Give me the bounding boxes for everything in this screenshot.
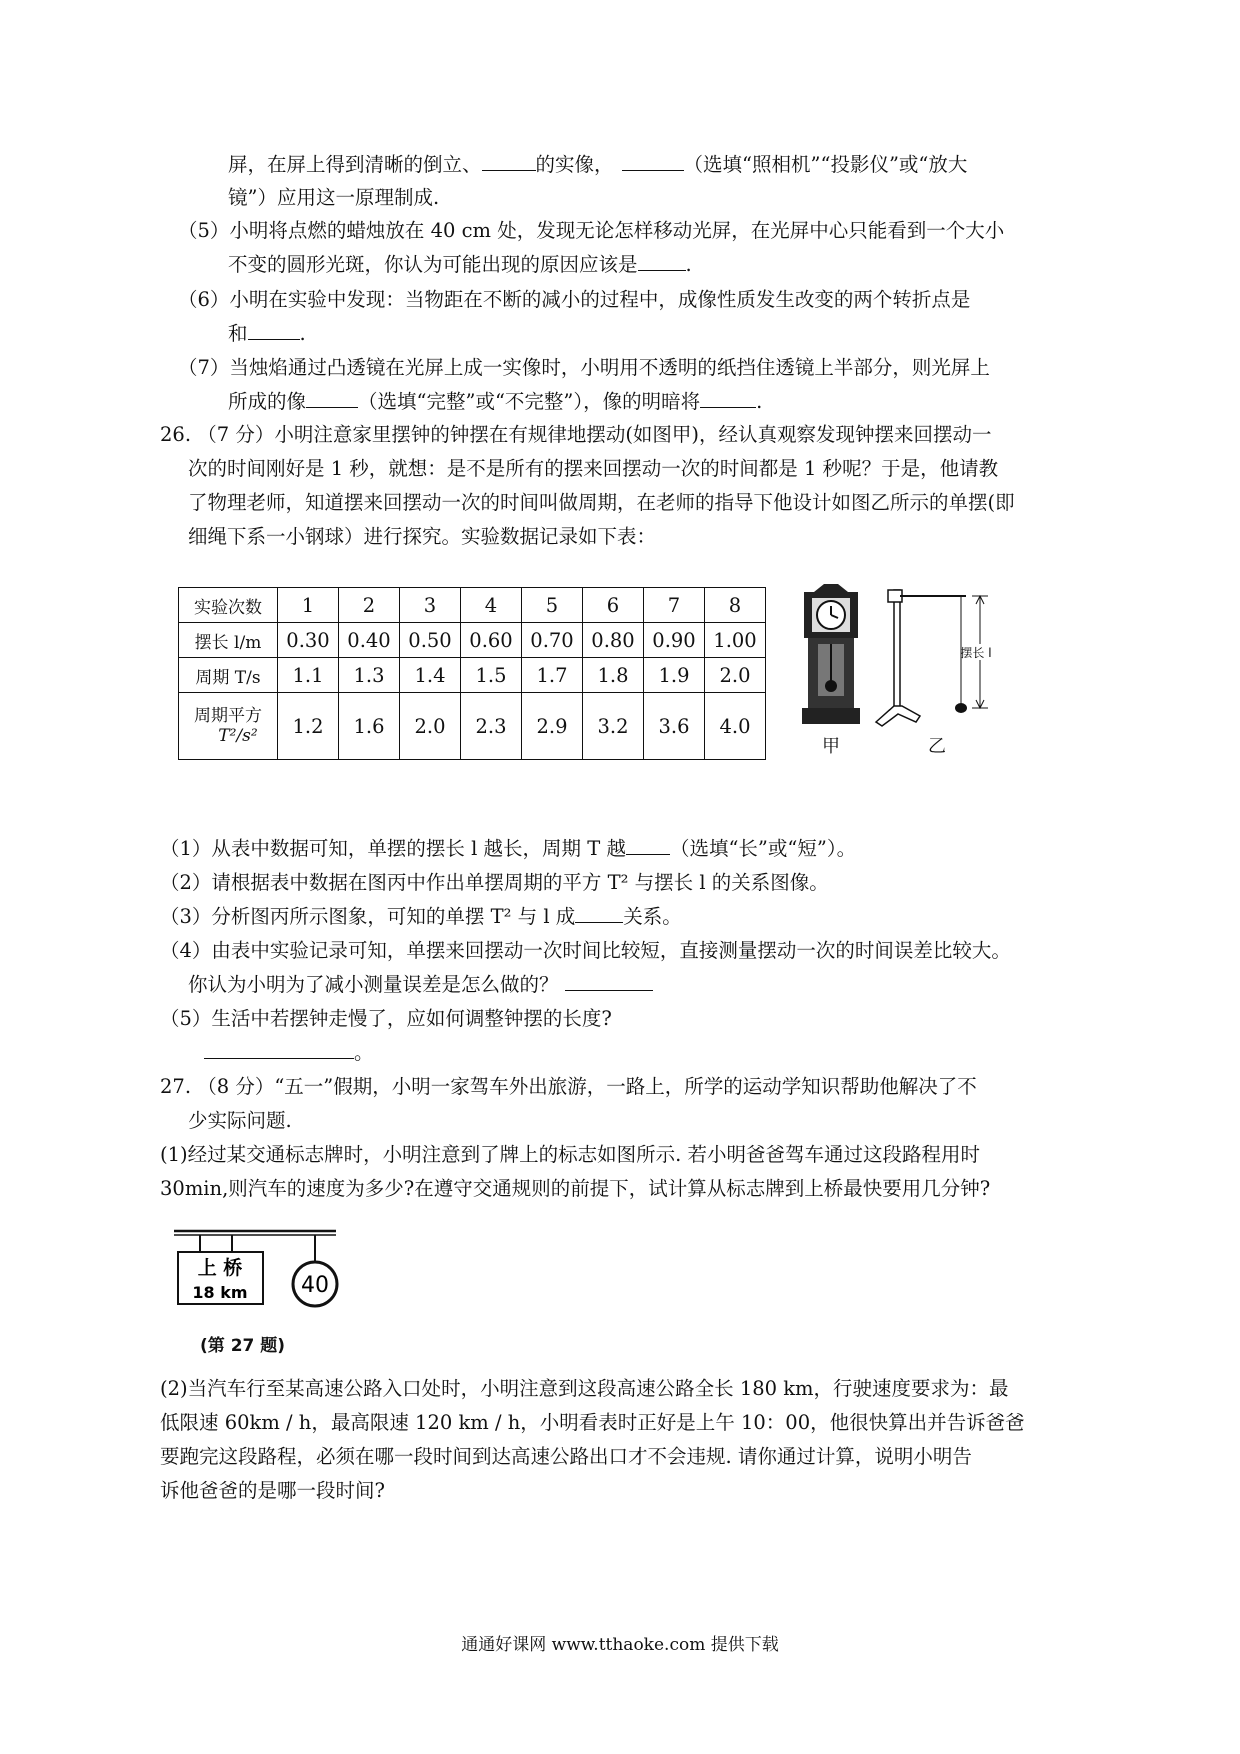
figure-label-yi: 乙 bbox=[928, 736, 946, 757]
text-line: （5）小明将点燃的蜡烛放在 40 cm 处，发现无论怎样移动光屏，在光屏中心只能看到一个大小 bbox=[178, 219, 1005, 242]
answer-blank[interactable] bbox=[622, 152, 684, 171]
table-row: 周期平方 T²/s² 1.2 1.6 2.0 2.3 2.9 3.2 3.6 4.0 bbox=[179, 693, 766, 760]
table-row: 实验次数 1 2 3 4 5 6 7 8 bbox=[179, 588, 766, 623]
pendulum-length-label: 摆长 l bbox=[960, 646, 992, 660]
simple-pendulum-icon bbox=[876, 590, 992, 726]
text-line: (2)当汽车行至某高速公路入口处时，小明注意到这段高速公路全长 180 km，行驶速度要求为：最 bbox=[160, 1377, 1009, 1400]
table-row-label: 实验次数 bbox=[179, 588, 278, 623]
text-line: 少实际问题. bbox=[188, 1109, 292, 1132]
text-line: 镜”）应用这一原理制成. bbox=[228, 186, 440, 209]
answer-blank[interactable] bbox=[638, 252, 686, 271]
answer-blank[interactable] bbox=[204, 1040, 354, 1059]
answer-blank[interactable] bbox=[248, 321, 300, 340]
text-line: （3）分析图丙所示图象，可知的单摆 T² 与 l 成 关系。 bbox=[160, 905, 682, 928]
text-line: 所成的像 （选填“完整”或“不完整”），像的明暗将 . bbox=[228, 390, 763, 413]
text-line: 30min,则汽车的速度为多少?在遵守交通规则的前提下，试计算从标志牌到上桥最快要用几分钟? bbox=[160, 1177, 991, 1200]
table-row: 摆长 l/m 0.30 0.40 0.50 0.60 0.70 0.80 0.90 1.00 bbox=[179, 623, 766, 658]
text-line: 诉他爸爸的是哪一段时间? bbox=[160, 1479, 385, 1502]
text-line: 细绳下系一小钢球）进行探究。实验数据记录如下表： bbox=[188, 525, 657, 548]
text-line: （6）小明在实验中发现：当物距在不断的减小的过程中，成像性质发生改变的两个转折点是 bbox=[178, 288, 971, 311]
text-line: (1)经过某交通标志牌时，小明注意到了牌上的标志如图所示. 若小明爸爸驾车通过这段路程用时 bbox=[160, 1143, 981, 1166]
table-row-label: 周期平方 T²/s² bbox=[179, 693, 278, 760]
text-line: 。 bbox=[204, 1040, 374, 1066]
text-line: 次的时间刚好是 1 秒，就想：是不是所有的摆来回摆动一次的时间都是 1 秒呢？于是，他请教 bbox=[188, 457, 999, 480]
answer-blank[interactable] bbox=[565, 972, 653, 991]
answer-blank[interactable] bbox=[575, 904, 623, 923]
question-27-text: 27. （8 分）“五一”假期，小明一家驾车外出旅游，一路上，所学的运动学知识帮助他解决了不 bbox=[160, 1075, 977, 1098]
table-row-label: 摆长 l/m bbox=[179, 623, 278, 658]
figure-caption: (第 27 题) bbox=[200, 1336, 286, 1356]
text-line: 不变的圆形光斑，你认为可能出现的原因应该是 . bbox=[228, 253, 692, 276]
text-line: 你认为小明为了减小测量误差是怎么做的？ bbox=[188, 972, 653, 998]
answer-blank[interactable] bbox=[626, 836, 670, 855]
question-26-text: 26. （7 分）小明注意家里摆钟的钟摆在有规律地摆动(如图甲)，经认真观察发现钟摆来回摆动一 bbox=[160, 423, 992, 446]
table-row-label: 周期 T/s bbox=[179, 658, 278, 693]
text-line: （4）由表中实验记录可知，单摆来回摆动一次时间比较短，直接测量摆动一次的时间误差比较大。 bbox=[160, 939, 1011, 962]
text-line: （7）当烛焰通过凸透镜在光屏上成一实像时，小明用不透明的纸挡住透镜上半部分，则光屏上 bbox=[178, 356, 990, 379]
answer-blank[interactable] bbox=[306, 389, 358, 408]
pendulum-data-table bbox=[178, 587, 766, 760]
text-line: 屏，在屏上得到清晰的倒立、 的实像， （选填“照相机”“投影仪”或“放大 bbox=[228, 153, 968, 176]
text-line: 低限速 60km / h，最高限速 120 km / h，小明看表时正好是上午 10：00，他很快算出并告诉爸爸 bbox=[160, 1411, 1025, 1434]
speed-limit-value: 40 bbox=[301, 1273, 329, 1298]
pendulum-figure bbox=[790, 582, 995, 747]
sign-distance: 18 km bbox=[192, 1283, 248, 1302]
answer-blank[interactable] bbox=[700, 389, 756, 408]
answer-blank[interactable] bbox=[482, 152, 536, 171]
sign-destination: 上 桥 bbox=[197, 1257, 243, 1279]
text-line: （1）从表中数据可知，单摆的摆长 l 越长，周期 T 越 （选填“长”或“短”）。 bbox=[160, 837, 857, 860]
pendulum-clock-icon bbox=[802, 584, 860, 724]
table-row: 周期 T/s 1.1 1.3 1.4 1.5 1.7 1.8 1.9 2.0 bbox=[179, 658, 766, 693]
figure-label-jia: 甲 bbox=[822, 736, 840, 757]
page-footer: 通通好课网 www.tthaoke.com 提供下载 bbox=[461, 1635, 779, 1655]
traffic-sign-figure bbox=[170, 1228, 340, 1328]
text-line: 要跑完这段路程，必须在哪一段时间到达高速公路出口才不会违规. 请你通过计算，说明小明告 bbox=[160, 1445, 972, 1468]
text-line: （5）生活中若摆钟走慢了，应如何调整钟摆的长度? bbox=[160, 1007, 612, 1030]
text-line: （2）请根据表中数据在图丙中作出单摆周期的平方 T² 与摆长 l 的关系图像。 bbox=[160, 871, 829, 894]
text-line: 了物理老师，知道摆来回摆动一次的时间叫做周期，在老师的指导下他设计如图乙所示的单摆(即 bbox=[188, 491, 1015, 514]
text-line: 和 . bbox=[228, 322, 306, 345]
